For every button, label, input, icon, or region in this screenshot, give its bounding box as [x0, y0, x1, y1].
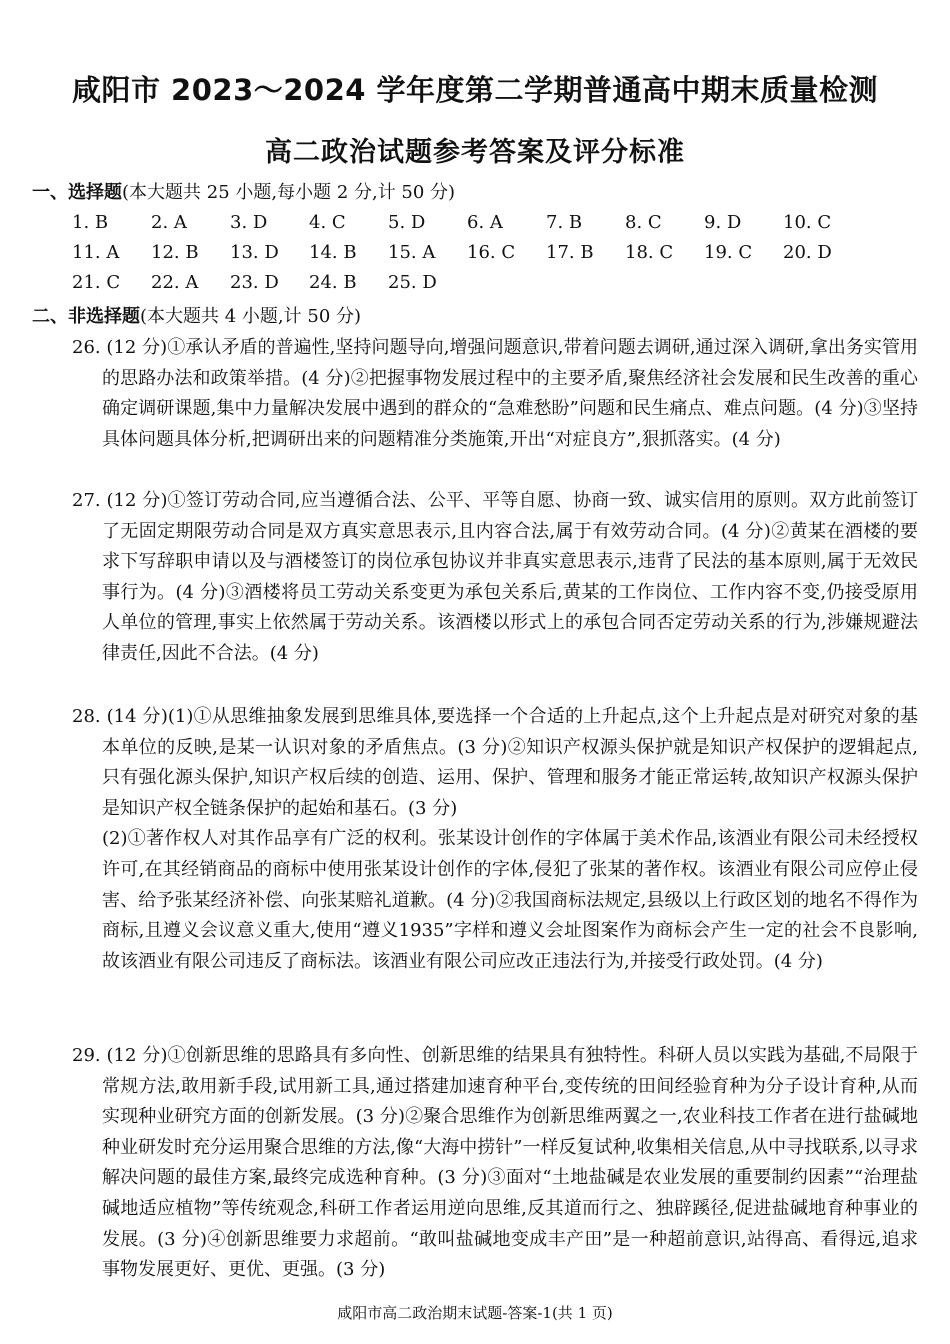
answer-item: 3. D — [230, 212, 268, 233]
answer-item: 14. B — [309, 242, 357, 263]
answer-text: (14 分)(1)①从思维抽象发展到思维具体,要选择一个合适的上升起点,这个上升起点是对研究对象的基本单位的反映,是某一认识对象的矛盾焦点。(3 分)②知识产权源头保护就是知识产权保护的逻辑起点,只有强化源头保护,知识产权后续的创造、运用、保护、管理和服务才能正常运转,故知识产权源头保护是知识产权全链条保护的起始和基石。(3 分) — [102, 706, 918, 819]
answer-item: 11. A — [72, 242, 120, 263]
question-number: 28. — [72, 706, 107, 727]
answer-item: 19. C — [704, 242, 753, 263]
answer-item: 5. D — [388, 212, 426, 233]
answer-item: 13. D — [230, 242, 279, 263]
answer-item: 7. B — [546, 212, 583, 233]
answer-item: 10. C — [783, 212, 832, 233]
question-number: 26. — [72, 337, 107, 358]
answer-row-3 — [72, 268, 872, 298]
answer-item: 12. B — [151, 242, 199, 263]
answer-item: 18. C — [625, 242, 674, 263]
question-26 — [72, 333, 918, 455]
answer-row-2 — [72, 238, 872, 268]
answer-item: 24. B — [309, 272, 357, 293]
answer-item: 17. B — [546, 242, 594, 263]
question-28-part-2 — [72, 824, 918, 977]
answer-item: 23. D — [230, 272, 279, 293]
section1-note: (本大题共 25 小题,每小题 2 分,计 50 分) — [122, 182, 456, 203]
question-26-answer — [72, 333, 918, 455]
question-number: 29. — [72, 1045, 107, 1066]
question-27 — [72, 486, 918, 670]
question-29-answer — [72, 1041, 918, 1286]
answer-item: 9. D — [704, 212, 742, 233]
answer-item: 25. D — [388, 272, 437, 293]
answer-item: 2. A — [151, 212, 187, 233]
answer-text: (2)①著作权人对其作品享有广泛的权利。张某设计创作的字体属于美术作品,该酒业有限公司未经授权许可,在其经销商品的商标中使用张某设计创作的字体,侵犯了张某的著作权。该酒业有限公司应停止侵害、给予张某经济补偿、向张某赔礼道歉。(4 分)②我国商标法规定,县级以上行政区划的地名不得作为商标,且遵义会议意义重大,使用“遵义1935”字样和遵义会址图案作为商标会产生一定的社会不良影响,故该酒业有限公司违反了商标法。该酒业有限公司应改正违法行为,并接受行政处罚。(4 分) — [102, 828, 918, 972]
answer-text: (12 分)①创新思维的思路具有多向性、创新思维的结果具有独特性。科研人员以实践为基础,不局限于常规方法,敢用新手段,试用新工具,通过搭建加速育种平台,变传统的田间经验育种为分子设计育种,从而实现种业研究方面的创新发展。(3 分)②聚合思维作为创新思维两翼之一,农业科技工作者在进行盐碱地种业研发时充分运用聚合思维的方法,像“大海中捞针”一样反复试种,收集相关信息,从中寻找联系,以寻求解决问题的最佳方案,最终完成选种育种。(3 分)③面对“土地盐碱是农业发展的重要制约因素”“治理盐碱地适应植物”等传统观念,科研工作者运用逆向思维,反其道而行之、独辟蹊径,促进盐碱地育种事业的发展。(3 分)④创新思维要力求超前。“敢叫盐碱地变成丰产田”是一种超前意识,站得高、看得远,追求事物发展更好、更优、更强。(3 分) — [102, 1045, 918, 1281]
choice-answers — [72, 208, 872, 298]
answer-item: 20. D — [783, 242, 832, 263]
question-29 — [72, 1041, 918, 1286]
question-27-answer — [72, 486, 918, 670]
answer-item: 6. A — [467, 212, 503, 233]
answer-item: 15. A — [388, 242, 436, 263]
answer-text: (12 分)①承认矛盾的普遍性,坚持问题导向,增强问题意识,带着问题去调研,通过深入调研,拿出务实管用的思路办法和政策举措。(4 分)②把握事物发展过程中的主要矛盾,聚焦经济社会发展和民生改善的重心确定调研课题,集中力量解决发展中遇到的群众的“急难愁盼”问题和民生痛点、难点问题。(4 分)③坚持具体问题具体分析,把调研出来的问题精准分类施策,开出“对症良方”,狠抓落实。(4 分) — [102, 337, 918, 450]
answer-item: 22. A — [151, 272, 199, 293]
page-footer: 咸阳市高二政治期末试题-答案-1(共 1 页) — [337, 1304, 613, 1322]
question-number: 27. — [72, 490, 107, 511]
answer-item: 8. C — [625, 212, 662, 233]
section1-heading: 一、选择题 — [32, 182, 122, 203]
section2-note: (本大题共 4 小题,计 50 分) — [140, 306, 362, 327]
answer-text: (12 分)①签订劳动合同,应当遵循合法、公平、平等自愿、协商一致、诚实信用的原则。双方此前签订了无固定期限劳动合同是双方真实意思表示,且内容合法,属于有效劳动合同。(4 分)②黄某在酒楼的要求下写辞职申请以及与酒楼签订的岗位承包协议并非真实意思表示,违背了民法的基本原则,属于无效民事行为。(4 分)③酒楼将员工劳动关系变更为承包关系后,黄某的工作岗位、工作内容不变,仍接受原用人单位的管理,事实上依然属于劳动关系。该酒楼以形式上的承包合同否定劳动关系的行为,涉嫌规避法律责任,因此不合法。(4 分) — [102, 490, 918, 664]
section2-heading: 二、非选择题 — [32, 306, 140, 327]
answer-item: 1. B — [72, 212, 109, 233]
section1-heading-line — [32, 178, 455, 204]
question-28 — [72, 702, 918, 977]
section2-heading-line — [32, 302, 361, 328]
page-subtitle: 高二政治试题参考答案及评分标准 — [265, 137, 685, 168]
page-title: 咸阳市 2023～2024 学年度第二学期普通高中期末质量检测 — [71, 73, 879, 107]
answer-item: 21. C — [72, 272, 121, 293]
answer-item: 4. C — [309, 212, 346, 233]
answer-row-1 — [72, 208, 872, 238]
question-28-part-1 — [72, 702, 918, 824]
answer-item: 16. C — [467, 242, 516, 263]
